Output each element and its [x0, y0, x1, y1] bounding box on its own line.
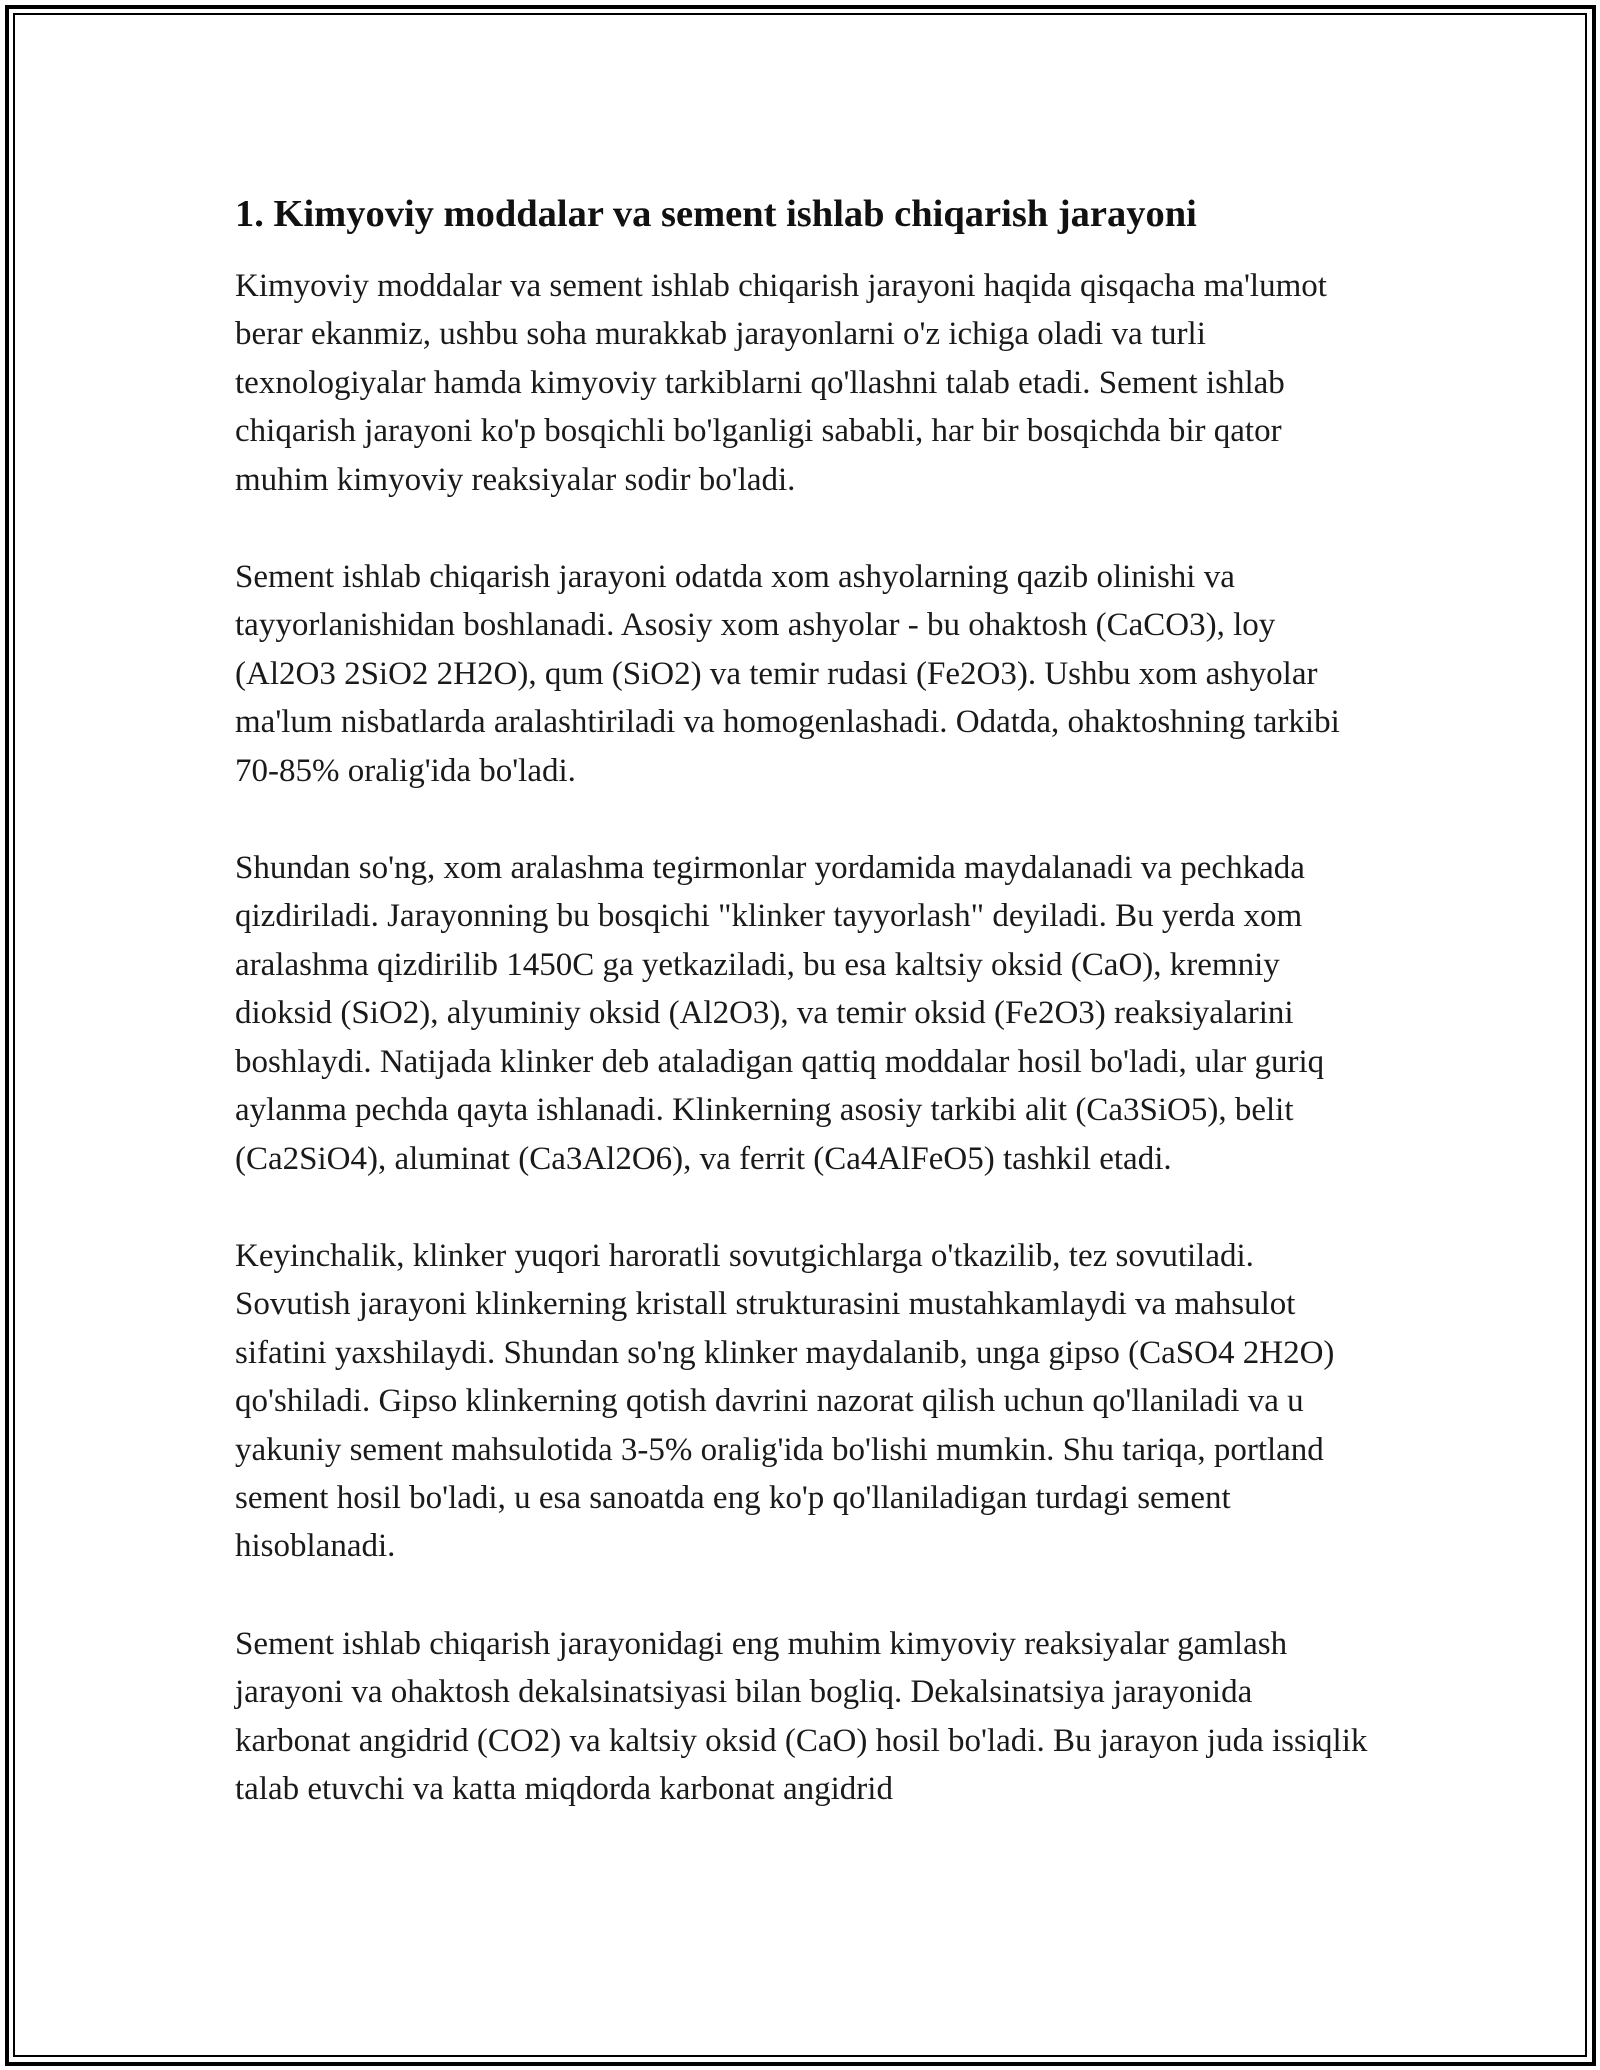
paragraph-2: Sement ishlab chiqarish jarayoni odatda xom ashyolarning qazib olinishi va tayyorlanishidan boshlanadi. Asosiy xom ashyolar - bu ohaktosh (CaCO3), loy (Al2O3 2SiO2 2H2O), qum (SiO2) va temir rudasi (Fe2O3). Ushbu xom ashyolar ma'lum nisbatlarda aralashtiriladi va homogenlashadi. Odatda, ohaktoshning tarkibi 70-85% oralig'ida bo'ladi. [235, 559, 1340, 789]
paragraph-3: Shundan so'ng, xom aralashma tegirmonlar yordamida maydalanadi va pechkada qizdiriladi. Jarayonning bu bosqichi "klinker tayyorlash" deyiladi. Bu yerda xom aralashma qizdirilib 1450C ga yetkaziladi, bu esa kaltsiy oksid (CaO), kremniy dioksid (SiO2), alyuminiy oksid (Al2O3), va temir oksid (Fe2O3) reaksiyalarini boshlaydi. Natijada klinker deb ataladigan qattiq moddalar hosil bo'ladi, ular guriq aylanma pechda qayta ishlanadi. Klinkerning asosiy tarkibi alit (Ca3SiO5), belit (Ca2SiO4), aluminat (Ca3Al2O6), va ferrit (Ca4AlFeO5) tashkil etadi. [235, 850, 1325, 1177]
document-body [235, 188, 1370, 1813]
paragraph-4: Keyinchalik, klinker yuqori haroratli sovutgichlarga o'tkazilib, tez sovutiladi. Sovutish jarayoni klinkerning kristall strukturasini mustahkamlaydi va mahsulot sifatini yaxshilaydi. Shundan so'ng klinker maydalanib, unga gipso (CaSO4 2H2O) qo'shiladi. Gipso klinkerning qotish davrini nazorat qilish uchun qo'llaniladi va u yakuniy sement mahsulotida 3-5% oralig'ida bo'lishi mumkin. Shu tariqa, portland sement hosil bo'ladi, u esa sanoatda eng ko'p qo'llaniladigan turdagi sement hisoblanadi. [235, 1237, 1335, 1565]
paragraph-5: Sement ishlab chiqarish jarayonidagi eng muhim kimyoviy reaksiyalar gamlash jarayoni va ohaktosh dekalsinatsiyasi bilan bogliq. Dekalsinatsiya jarayonida karbonat angidrid (CO2) va kaltsiy oksid (CaO) hosil bo'ladi. Bu jarayon juda issiqlik talab etuvchi va katta miqdorda karbonat angidrid [235, 1625, 1368, 1807]
paragraph-1: Kimyoviy moddalar va sement ishlab chiqarish jarayoni haqida qisqacha ma'lumot berar ekanmiz, ushbu soha murakkab jarayonlarni o'z ichiga oladi va turli texnologiyalar hamda kimyoviy tarkiblarni qo'llashni talab etadi. Sement ishlab chiqarish jarayoni ko'p bosqichli bo'lganligi sababli, har bir bosqichda bir qator muhim kimyoviy reaksiyalar sodir bo'ladi. [235, 268, 1327, 498]
section-heading: 1. Kimyoviy moddalar va sement ishlab chiqarish jarayoni [235, 193, 1197, 235]
